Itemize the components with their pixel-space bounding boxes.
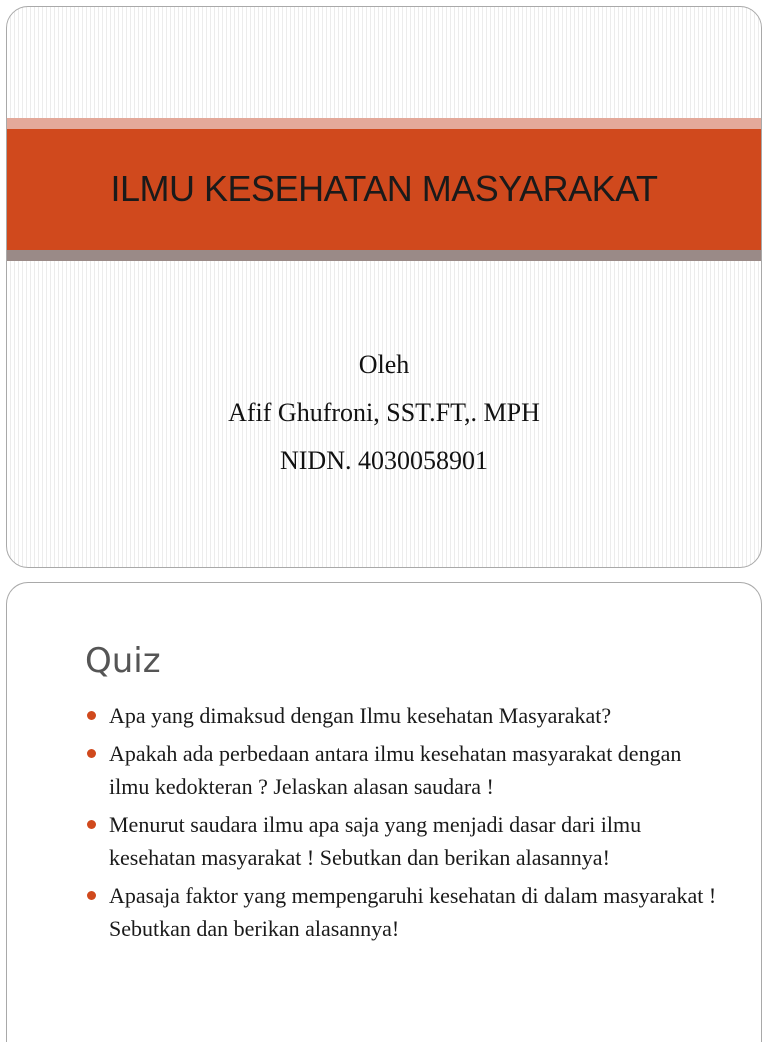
quiz-item-text: Apa yang dimaksud dengan Ilmu kesehatan Masyarakat?: [109, 703, 612, 728]
quiz-slide: [6, 582, 762, 1042]
quiz-list: [85, 699, 725, 950]
quiz-item: [85, 699, 725, 732]
quiz-item: [85, 737, 725, 803]
title-band-bottom-stripe: [7, 250, 761, 261]
title-slide: [6, 6, 762, 568]
quiz-item: [85, 879, 725, 945]
quiz-item-text: Apakah ada perbedaan antara ilmu kesehatan masyarakat dengan ilmu kedokteran ? Jelaskan alasan saudara !: [109, 741, 682, 799]
bullet-icon: [87, 891, 96, 900]
author-nidn: NIDN. 4030058901: [280, 446, 488, 475]
bullet-icon: [87, 749, 96, 758]
title-band-top-stripe: [7, 118, 761, 129]
by-label: Oleh: [358, 350, 410, 379]
bullet-icon: [87, 711, 96, 720]
quiz-item: [85, 808, 725, 874]
author-name: Afif Ghufroni, SST.FT,. MPH: [228, 398, 540, 427]
slide-title: ILMU KESEHATAN MASYARAKAT: [110, 167, 658, 209]
author-block: [7, 341, 761, 485]
title-band: [7, 129, 761, 250]
bullet-icon: [87, 820, 96, 829]
quiz-item-text: Apasaja faktor yang mempengaruhi kesehatan di dalam masyarakat ! Sebutkan dan berikan alasannya!: [109, 883, 717, 941]
quiz-heading: Quiz: [85, 641, 161, 681]
quiz-item-text: Menurut saudara ilmu apa saja yang menjadi dasar dari ilmu kesehatan masyarakat ! Sebutkan dan berikan alasannya!: [109, 812, 642, 870]
